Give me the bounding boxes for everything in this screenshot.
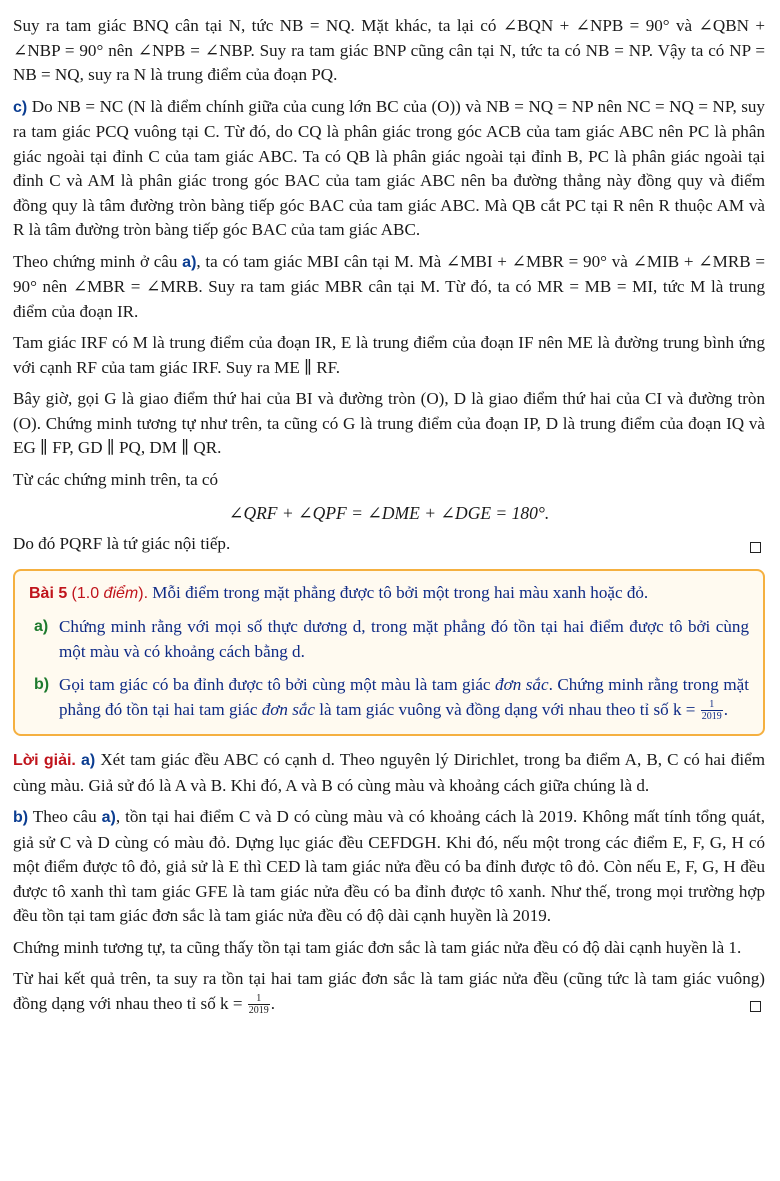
solution-p3-pre: Từ hai kết quả trên, ta suy ra tồn tại hai tam giác đơn sắc là tam giác nửa đều (cũng tức là tam giác vuông) đồng dạng với nhau theo tỉ số k = bbox=[13, 969, 765, 1013]
solution-b-pre: Theo câu bbox=[32, 807, 102, 827]
part-c-text: Do NB = NC (N là điểm chính giữa của cung lớn BC của (O)) và NB = NQ = NP nên NC = NQ = NP, suy ra tam giác PCQ vuông tại C. Từ đó, do CQ là phân giác trong góc ACB của tam giác ABC nên PC là phân giác ngoài tại đỉnh C của tam giác ABC. Ta có QB là phân giác ngoài tại đỉnh B, PC là phân giác ngoài tại đỉnh C và AM là phân giác trong góc BAC của tam giác ABC nên ba đường thẳng này đồng quy và điểm đồng quy là tâm đường tròn bàng tiếp góc BAC của tam giác ABC. Mà QB cắt PC tại R nên R thuộc AM và R là tâm đường tròn bàng tiếp góc BAC của tam giác ABC. bbox=[13, 96, 765, 239]
solution-b-ref: a) bbox=[101, 809, 116, 827]
part-c-paragraph bbox=[13, 95, 765, 243]
solution-part-a bbox=[13, 748, 765, 798]
fraction-denominator: 2019 bbox=[701, 711, 722, 723]
qed-square-icon-end bbox=[750, 1001, 761, 1012]
points-open: (1.0 bbox=[71, 584, 104, 602]
fraction-denominator-solution: 2019 bbox=[248, 1005, 269, 1017]
display-equation: ∠QRF + ∠QPF = ∠DME + ∠DGE = 180°. bbox=[228, 503, 550, 523]
solution-part-b bbox=[13, 805, 765, 929]
b-text-2: . Chứng minh rằng trong mặt phẳng đó tồn tại hai tam giác bbox=[59, 675, 749, 719]
paragraph-theo-pre: Theo chứng minh ở câu bbox=[13, 251, 183, 271]
problem-5-a-label: a) bbox=[34, 618, 49, 635]
paragraph-theo bbox=[13, 250, 765, 325]
solution-b-label: b) bbox=[13, 809, 29, 827]
solution-paragraph-2: Chứng minh tương tự, ta cũng thấy tồn tại tam giác đơn sắc là tam giác nửa đều có độ dài cạnh huyền là 1. bbox=[13, 937, 742, 957]
problem-5-statement-text: Mỗi điểm trong mặt phẳng được tô bởi một trong hai màu xanh hoặc đỏ. bbox=[152, 582, 649, 602]
solution-p3-post: . bbox=[270, 993, 276, 1013]
fraction-numerator: 1 bbox=[701, 699, 723, 711]
b-em-1: đơn sắc bbox=[495, 675, 549, 694]
b-em-2: đơn sắc bbox=[261, 699, 315, 719]
paragraph-theo-post: , ta có tam giác MBI cân tại M. Mà ∠MBI + ∠MBR = 90° và ∠MIB + ∠MRB = 90° nên ∠MBR = ∠MRB. Suy ra tam giác MBR cân tại M. Từ đó, ta có MR = MB = MI, tức M là trung điểm của đoạn IR. bbox=[13, 251, 765, 321]
part-b-continuation: Suy ra tam giác BNQ cân tại N, tức NB = NQ. Mặt khác, ta lại có ∠BQN + ∠NPB = 90° và ∠QBN + ∠NBP = 90° nên ∠NPB = ∠NBP. Suy ra tam giác BNP cũng cân tại N, tức ta có NB = NP. Vậy ta có NP = NB = NQ, suy ra N là trung điểm của đoạn PQ. bbox=[13, 16, 765, 84]
b-text-1: Gọi tam giác có ba đỉnh được tô bởi cùng một màu là tam giác bbox=[59, 675, 496, 694]
problem-5-box bbox=[13, 569, 765, 737]
qed-square-icon bbox=[750, 542, 761, 553]
problem-5-part-a bbox=[29, 615, 749, 664]
points-close: ). bbox=[138, 584, 149, 602]
solution-title: Lời giải. bbox=[13, 752, 76, 770]
ref-a-label: a) bbox=[182, 253, 197, 271]
fraction-1-over-2019 bbox=[701, 699, 723, 722]
solution-a-label: a) bbox=[80, 752, 96, 770]
b-text-3: là tam giác vuông và đồng dạng với nhau theo tỉ số k = bbox=[314, 699, 700, 719]
problem-5-statement bbox=[29, 581, 749, 607]
problem-5-points bbox=[72, 585, 148, 602]
fraction-1-over-2019-solution bbox=[248, 993, 270, 1016]
solution-paragraph-3 bbox=[13, 967, 765, 1016]
points-word: điểm bbox=[103, 584, 139, 602]
problem-5-title: Bài 5 bbox=[29, 584, 68, 602]
problem-5-b-text bbox=[59, 673, 749, 722]
problem-5-part-b bbox=[29, 673, 749, 722]
paragraph-do-do bbox=[13, 532, 765, 557]
paragraph-g: Bây giờ, gọi G là giao điểm thứ hai của BI và đường tròn (O), D là giao điểm thứ hai của CI và đường tròn (O). Chứng minh tương tự như trên, ta cũng có G là trung điểm của đoạn IP, D là trung điểm của đoạn IQ và EG ∥ FP, GD ∥ PQ, DM ∥ QR. bbox=[13, 389, 765, 457]
part-c-label: c) bbox=[13, 98, 28, 116]
fraction-numerator-solution: 1 bbox=[248, 993, 270, 1005]
paragraph-tu: Từ các chứng minh trên, ta có bbox=[13, 469, 219, 489]
paragraph-irf: Tam giác IRF có M là trung điểm của đoạn IR, E là trung điểm của đoạn IF nên ME là đường trung bình ứng với cạnh RF của tam giác IRF. Suy ra ME ∥ RF. bbox=[13, 333, 765, 377]
problem-5-a-text: Chứng minh rằng với mọi số thực dương d, trong mặt phẳng đó tồn tại hai điểm được tô bởi cùng một màu và có khoảng cách bằng d. bbox=[59, 617, 749, 661]
problem-5-b-label: b) bbox=[34, 676, 50, 693]
paragraph-do-do-text: Do đó PQRF là tứ giác nội tiếp. bbox=[13, 534, 231, 553]
solution-a-text: Xét tam giác đều ABC có cạnh d. Theo nguyên lý Dirichlet, trong ba điểm A, B, C có hai điểm cùng màu. Giả sử đó là A và B. Khi đó, A và B có cùng màu và khoảng cách giữa chúng là d. bbox=[13, 750, 765, 795]
solution-b-text: , tồn tại hai điểm C và D có cùng màu và có khoảng cách là 2019. Không mất tính tổng quát, giả sử C và D cùng có màu đỏ. Dựng lục giác đều CEFDGH. Khi đó, nếu một trong các điểm E, F, G, H có một điểm được tô đỏ, giả sử là E thì CED là tam giác nửa đều có ba đỉnh được tô đỏ. Còn nếu E, F, G, H đều được tô xanh thì tam giác GFE là tam giác nửa đều có ba đỉnh được tô xanh. Như thế, trong mọi trường hợp đều tồn tại tam giác đơn sắc là tam giác nửa đều có độ dài cạnh huyền là 2019. bbox=[13, 807, 765, 926]
b-text-4: . bbox=[723, 699, 728, 719]
